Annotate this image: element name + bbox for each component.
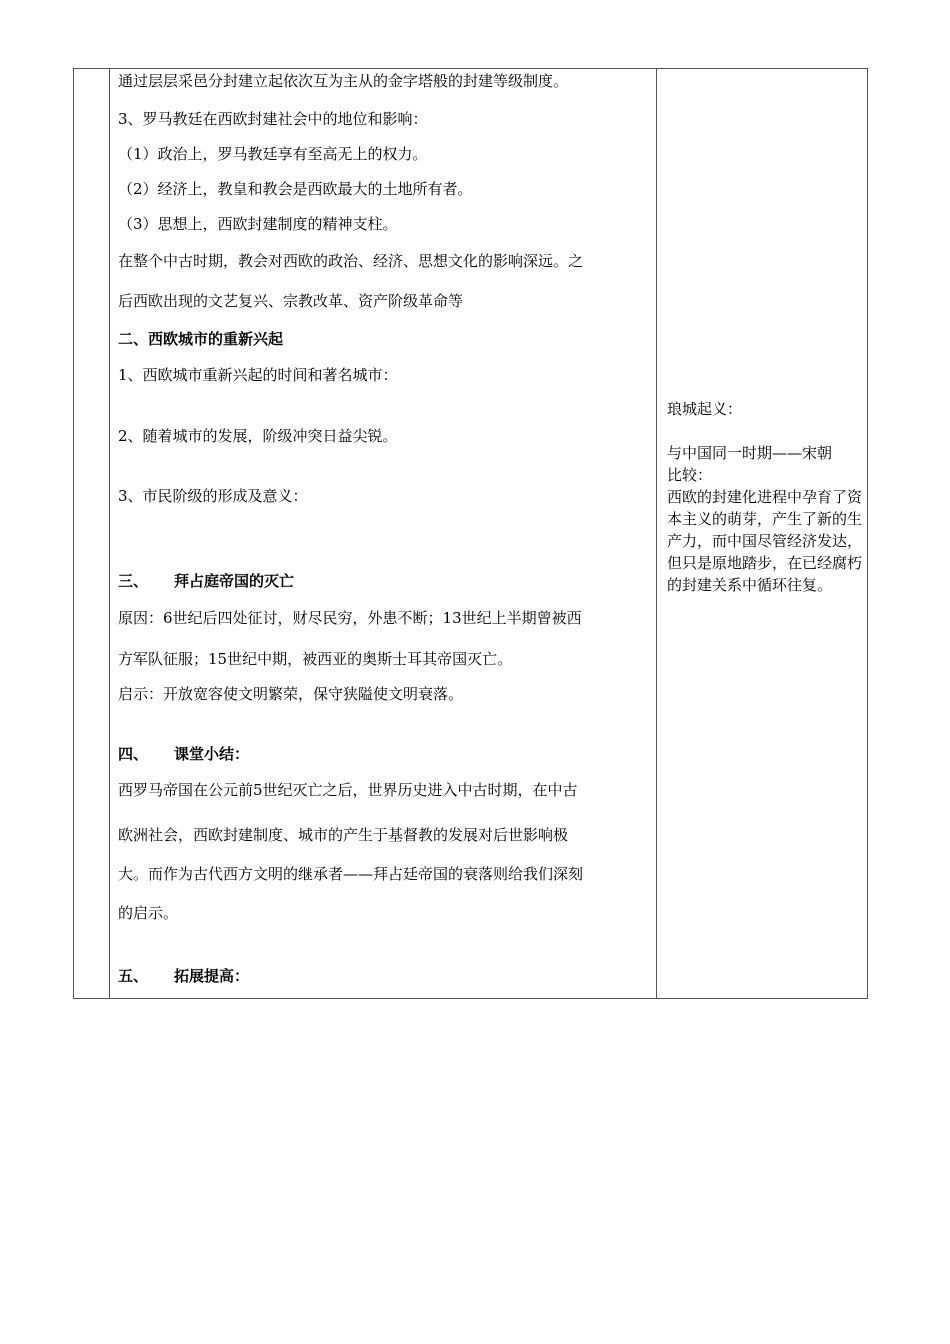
column-divider-left — [109, 69, 110, 998]
note-paragraph: 西欧的封建化进程中孕育了资本主义的萌芽，产生了新的生产力，而中国尽管经济发达，但只是原地踏步，在已经腐朽的封建关系中循环往复。 — [667, 488, 863, 594]
note-line: 比较： — [667, 466, 713, 484]
text-line: 原因：6世纪后四处征讨，财尽民穷，外患不断；13世纪上半期曾被西 — [118, 609, 582, 627]
text-line: 在整个中古时期，教会对西欧的政治、经济、思想文化的影响深远。之 — [118, 252, 584, 270]
section-heading-3 — [118, 572, 294, 590]
column-divider-right — [656, 69, 657, 998]
section-heading-5 — [118, 967, 249, 985]
text-line: 启示：开放宽容使文明繁荣，保守狭隘使文明衰落。 — [118, 685, 464, 703]
text-line: 3、罗马教廷在西欧封建社会中的地位和影响： — [118, 110, 428, 128]
text-line: 的启示。 — [118, 904, 179, 922]
section-number: 四、 — [118, 745, 149, 763]
note-line: 琅城起义： — [667, 400, 743, 418]
text-line: 3、市民阶级的形成及意义： — [118, 487, 308, 505]
note-line: 与中国同一时期——宋朝 — [667, 444, 833, 462]
text-line: （1）政治上，罗马教廷享有至高无上的权力。 — [118, 145, 428, 163]
text-line: （2）经济上，教皇和教会是西欧最大的土地所有者。 — [118, 180, 473, 198]
text-line: 后西欧出现的文艺复兴、宗教改革、资产阶级革命等 — [118, 292, 464, 310]
text-line: 通过层层采邑分封建立起依次互为主从的金字塔般的封建等级制度。 — [118, 72, 569, 90]
text-line: 西罗马帝国在公元前5世纪灭亡之后，世界历史进入中古时期，在中古 — [118, 781, 578, 799]
section-number: 五、 — [118, 967, 149, 985]
section-title: 课堂小结： — [174, 745, 250, 763]
text-line: 2、随着城市的发展，阶级冲突日益尖锐。 — [118, 427, 398, 445]
text-line: 大。而作为古代西方文明的继承者——拜占廷帝国的衰落则给我们深刻 — [118, 865, 584, 883]
section-title: 拜占庭帝国的灭亡 — [174, 572, 295, 590]
section-heading-2: 二、西欧城市的重新兴起 — [118, 330, 284, 348]
section-heading-4 — [118, 745, 249, 763]
section-title: 拓展提高： — [174, 967, 250, 985]
text-line: 欧洲社会，西欧封建制度、城市的产生于基督教的发展对后世影响极 — [118, 826, 569, 844]
section-number: 三、 — [118, 572, 149, 590]
text-line: 1、西欧城市重新兴起的时间和著名城市： — [118, 366, 398, 384]
text-line: （3）思想上，西欧封建制度的精神支柱。 — [118, 215, 398, 233]
text-line: 方军队征服；15世纪中期，被西亚的奥斯士耳其帝国灭亡。 — [118, 650, 513, 668]
